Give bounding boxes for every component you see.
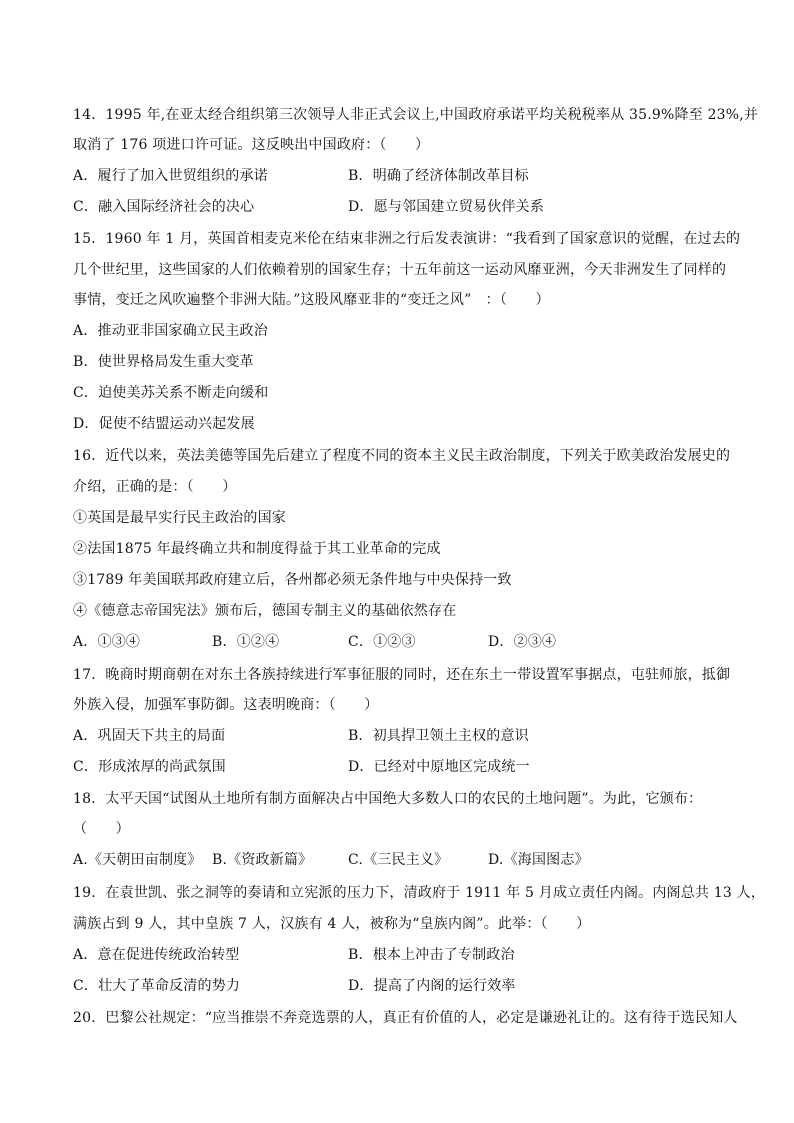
q17-option-a: A．巩固天下共主的局面 (73, 728, 226, 744)
q14-stem-line-1: 14．1995 年,在亚太经合组织第三次领导人非正式会议上,中国政府承诺平均关税税率从 35.9%降至 23%,并 (73, 107, 759, 123)
q14-stem-line-2: 取消了 176 项进口许可证。这反映出中国政府：（ ） (73, 137, 430, 153)
q19-option-d: D．提高了内阁的运行效率 (348, 978, 516, 994)
q14-option-a: A．履行了加入世贸组织的承诺 (73, 168, 268, 184)
q18-stem-line-1: 18．太平天国“试图从土地所有制方面解决占中国绝大多数人口的农民的土地问题”。为此，它颁布： (73, 791, 703, 807)
q18-option-c: C.《三民主义》 (348, 852, 449, 868)
q17-option-b: B．初具捍卫领土主权的意识 (348, 728, 529, 744)
q16-item-4: ④《德意志帝国宪法》颁布后，德国专制主义的基础依然存在 (73, 603, 457, 619)
q16-item-1: ①英国是最早实行民主政治的国家 (73, 510, 286, 526)
q18-stem-line-2: （ ） (73, 821, 130, 837)
q16-stem-line-1: 16．近代以来，英法美德等国先后建立了程度不同的资本主义民主政治制度，下列关于欧美政治发展史的 (73, 448, 731, 464)
q15-option-b: B．使世界格局发生重大变革 (73, 354, 254, 370)
q16-option-a: A．①③④ (73, 634, 141, 650)
q19-option-a: A．意在促进传统政治转型 (73, 947, 240, 963)
q18-option-a: A.《天朝田亩制度》 (73, 852, 202, 868)
q14-option-b: B．明确了经济体制改革目标 (348, 168, 529, 184)
q18-option-b: B.《资政新篇》 (212, 852, 313, 868)
q17-stem-line-2: 外族入侵，加强军事防御。这表明晚商：（ ） (73, 697, 379, 713)
q17-stem-line-1: 17．晚商时期商朝在对东土各族持续进行军事征服的同时，还在东土一带设置军事据点，屯驻师旅，抵御 (73, 667, 731, 683)
q15-option-d: D．促使不结盟运动兴起发展 (73, 416, 255, 432)
q16-stem-line-2: 介绍，正确的是：（ ） (73, 479, 237, 495)
q16-option-c: C．①②③ (348, 634, 416, 650)
q18-option-d: D.《海国图志》 (488, 852, 589, 868)
q15-stem-line-2: 几个世纪里，这些国家的人们依赖着别的国家生存；十五年前这一运动风靡亚洲，今天非洲发生了同样的 (73, 262, 727, 278)
q15-stem-line-1: 15．1960 年 1 月，英国首相麦克米伦在结束非洲之行后发表演讲：“我看到了国家意识的觉醒，在过去的 (73, 231, 741, 247)
q14-option-c: C．融入国际经济社会的决心 (73, 199, 255, 215)
q16-item-2: ②法国1875 年最终确立共和制度得益于其工业革命的完成 (73, 541, 441, 557)
q19-stem-line-1: 19．在袁世凯、张之洞等的奏请和立宪派的压力下，清政府于 1911 年 5 月成立责任内阁。内阁总共 13 人， (73, 885, 766, 901)
q15-option-c: C．迫使美苏关系不断走向缓和 (73, 385, 269, 401)
q17-option-d: D．已经对中原地区完成统一 (348, 759, 530, 775)
q19-stem-line-2: 满族占到 9 人，其中皇族 7 人，汉族有 4 人，被称为“皇族内阁”。此举：（ ） (73, 916, 591, 932)
q19-option-c: C．壮大了革命反清的势力 (73, 978, 241, 994)
q16-item-3: ③1789 年美国联邦政府建立后，各州都必须无条件地与中央保持一致 (73, 572, 512, 588)
q20-stem-line-1: 20．巴黎公社规定：“应当推崇不奔竞选票的人，真正有价值的人，必定是谦逊礼让的。这有待于选民知人 (73, 1010, 738, 1026)
q15-stem-line-3: 事情，变迁之风吹遍整个非洲大陆。”这股风靡亚非的“变迁之风” ：（ ） (73, 292, 550, 308)
q14-option-d: D．愿与邻国建立贸易伙伴关系 (348, 199, 545, 215)
q15-option-a: A．推动亚非国家确立民主政治 (73, 323, 268, 339)
q17-option-c: C．形成浓厚的尚武氛围 (73, 759, 226, 775)
q19-option-b: B．根本上冲击了专制政治 (348, 947, 515, 963)
q16-option-d: D．②③④ (488, 634, 557, 650)
q16-option-b: B．①②④ (212, 634, 280, 650)
